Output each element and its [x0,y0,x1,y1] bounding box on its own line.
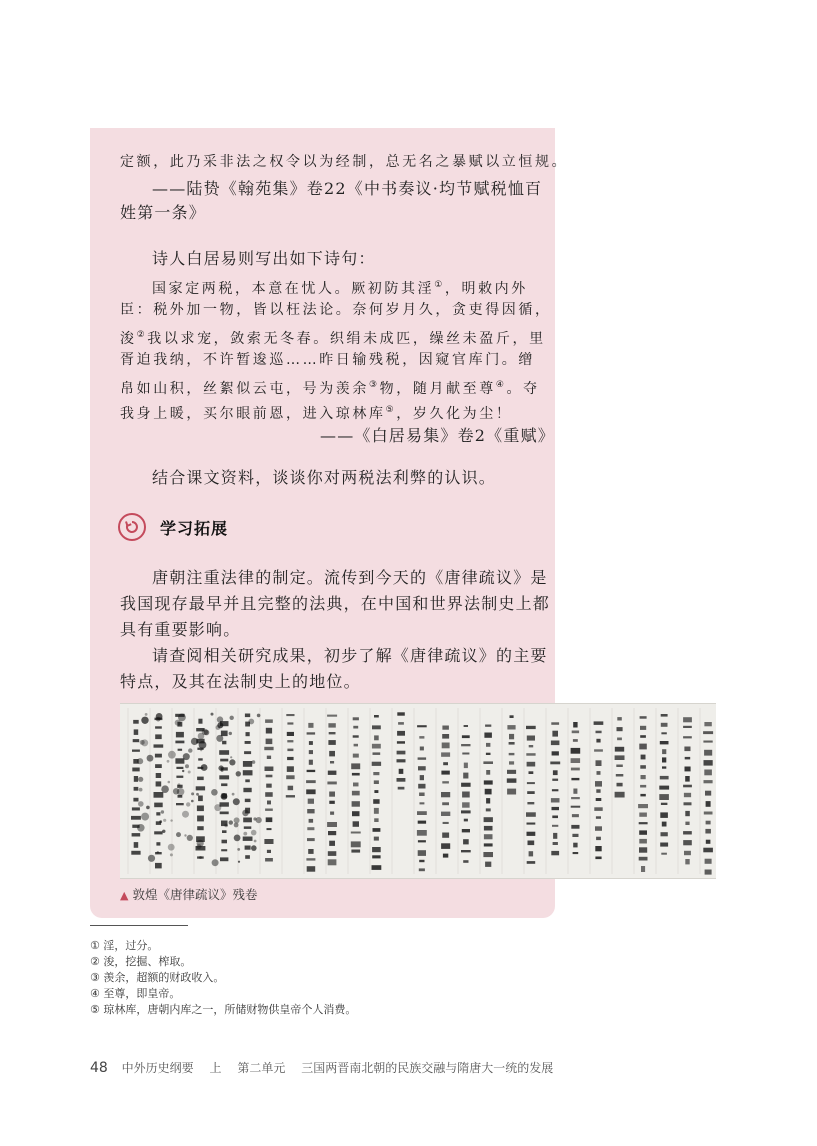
footnote: ② 浚，挖掘、榨取。 [90,955,192,968]
manuscript-scroll-image [120,703,716,879]
poem-line: 我身上暖，买尔眼前恩，进入琼林库⑤，岁久化为尘！ [120,405,513,422]
footnote-mark: ① [434,280,445,290]
unit-title: 三国两晋南北朝的民族交融与隋唐大一统的发展 [301,1061,554,1075]
section-header [118,512,228,542]
poem-line: 帛如山积，丝絮似云屯，号为羡余③物，随月献至尊④。夺 [120,380,540,397]
caption-text: 敦煌《唐律疏议》残卷 [132,887,258,902]
footnote: ④ 至尊，即皇帝。 [90,987,181,1000]
footnote-divider [90,925,188,926]
paragraph-line: 我国现存最早并且完整的法典，在中国和世界法制史上都 [120,594,551,613]
triangle-icon: ▲ [120,889,129,902]
quote-line: 定额，此乃采非法之权令以为经制，总无名之暴赋以立恒规。 [120,154,569,170]
poem-line: 国家定两税，本意在忧人。厥初防其淫①，明敕内外 [152,280,528,297]
poem-line: 胥迫我纳，不许暂逡巡……昨日输残税，因窥官库门。缯 [120,352,535,368]
book-title: 中外历史纲要 [121,1061,194,1075]
page-footer [90,1059,553,1076]
footnote-mark: ④ [495,380,507,390]
book-volume: 上 [209,1061,222,1075]
discussion-question: 结合课文资料，谈谈你对两税法利弊的认识。 [152,468,497,487]
quote-citation-cont: 姓第一条》 [120,203,207,222]
paragraph-line: 特点，及其在法制史上的地位。 [120,672,361,691]
refresh-icon [118,513,146,541]
footnote-mark: ⑤ [385,405,397,415]
paragraph-line: 请查阅相关研究成果，初步了解《唐律疏议》的主要 [152,646,548,665]
footnote: ⑤ 琼林库，唐朝内库之一，所储财物供皇帝个人消费。 [90,1003,357,1016]
poem-line: 臣：税外加一物，皆以枉法论。奈何岁月久，贪吏得因循， [120,302,552,318]
manuscript-texture [120,704,716,878]
poem-intro: 诗人白居易则写出如下诗句： [152,249,376,268]
page-number: 48 [90,1060,108,1076]
footnote-mark: ③ [369,380,380,390]
footnote-mark: ② [136,330,148,340]
footnote: ③ 羡余，超额的财政收入。 [90,971,225,984]
poem-citation: ——《白居易集》卷2《重赋》 [320,426,555,445]
quote-citation: ——陆贽《翰苑集》卷22《中书奏议·均节赋税恤百 [152,179,543,198]
footnote: ① 淫，过分。 [90,939,159,952]
paragraph-line: 具有重要影响。 [120,620,241,639]
unit-label: 第二单元 [237,1061,286,1075]
figure-caption [120,885,257,903]
paragraph-line: 唐朝注重法律的制定。流传到今天的《唐律疏议》是 [152,568,548,587]
poem-line: 浚②我以求宠，敛索无冬春。织绢未成匹，缲丝未盈斤，里 [120,330,546,347]
section-title: 学习拓展 [160,518,229,538]
